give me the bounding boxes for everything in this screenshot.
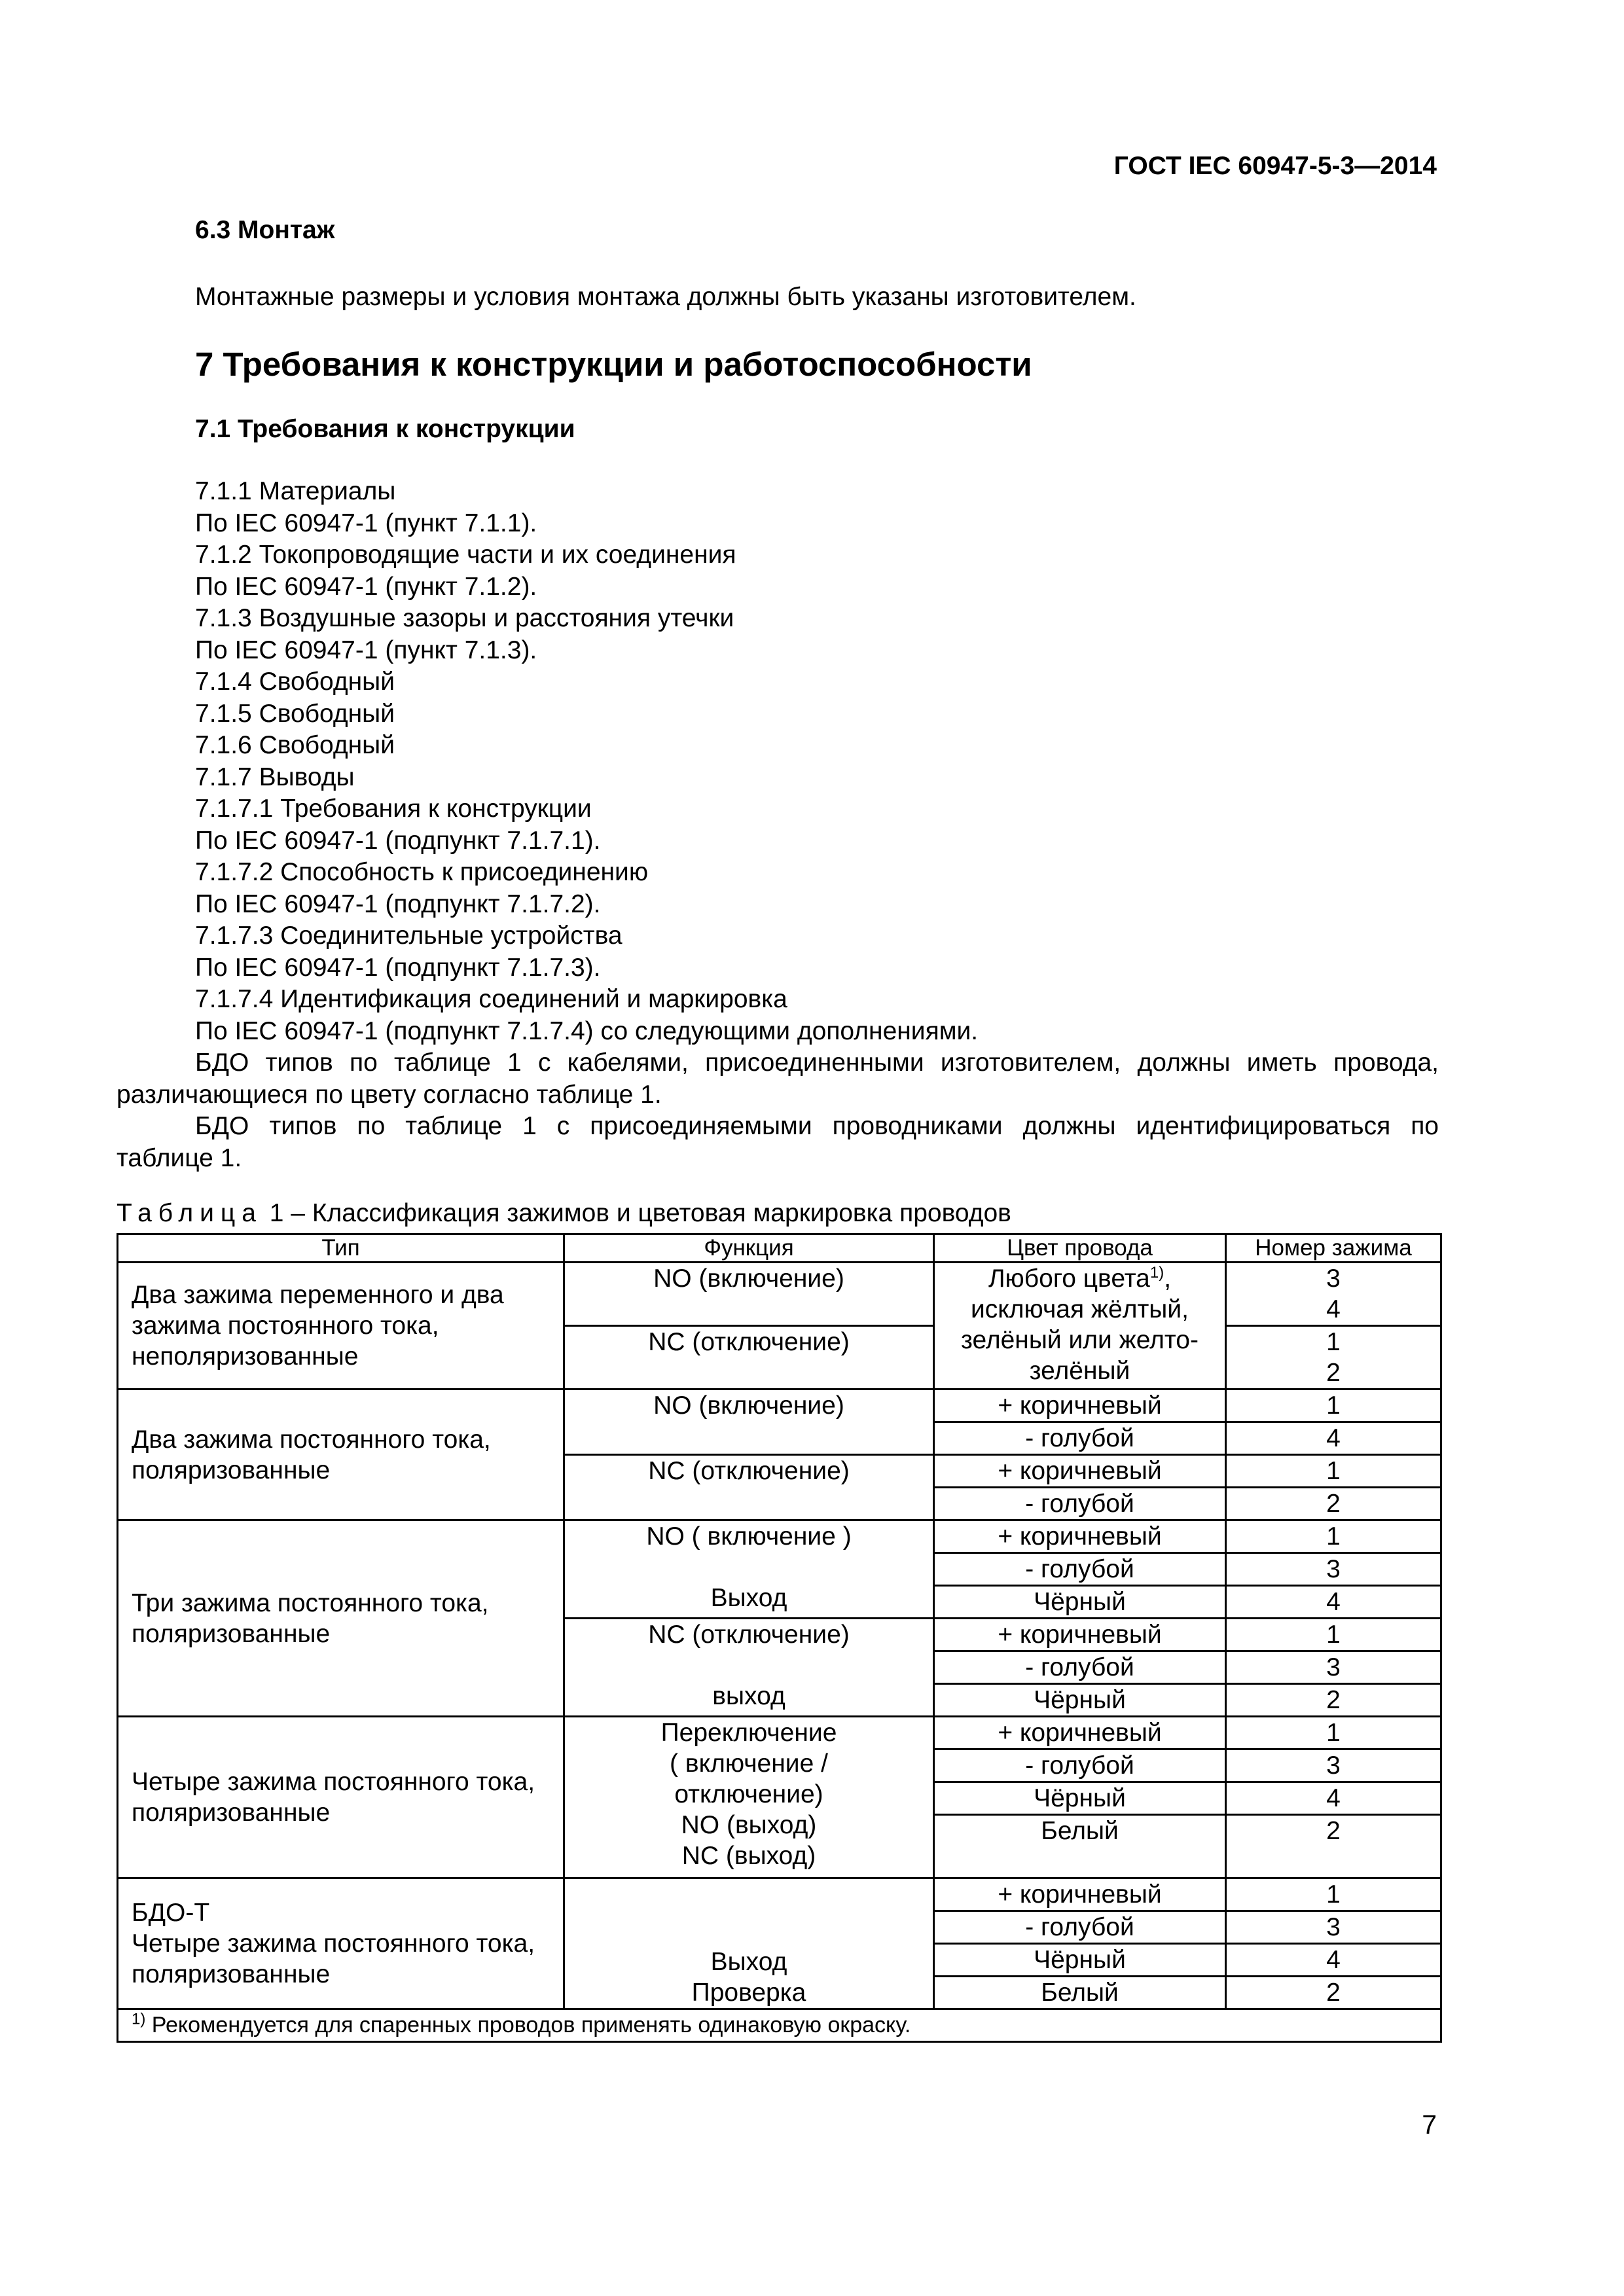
color-cell: - голубой [934,1651,1226,1684]
function-cell: NO (включение) [564,1263,934,1326]
color-cell: Белый [934,1815,1226,1878]
function-cell: NC (отключение) [564,1326,934,1390]
table-caption-word: Таблица [117,1199,262,1227]
terminal-number: 1 [1226,1717,1441,1749]
column-header: Цвет провода [934,1234,1226,1263]
table-footnote-row [118,2009,1441,2042]
section-7-heading: 7 Требования к конструкции и работоспособности [195,346,1032,383]
terminal-number: 1 [1226,1520,1441,1553]
color-cell: - голубой [934,1911,1226,1944]
terminal-number: 2 [1326,1359,1341,1387]
function-text: Выход [710,1584,787,1612]
column-header: Номер зажима [1226,1234,1441,1263]
color-cell: + коричневый [934,1878,1226,1911]
clause-line: По IEC 60947-1 (подпункт 7.1.7.3). [195,953,601,982]
function-text: Переключение [660,1719,837,1747]
color-cell [934,1263,1226,1390]
terminal-number: 2 [1226,1684,1441,1717]
function-cell [564,1619,934,1717]
terminal-number-cell [1226,1326,1441,1390]
function-text: Выход [710,1948,787,1976]
color-cell: Чёрный [934,1586,1226,1619]
function-cell [564,1520,934,1619]
clause-line: 7.1.2 Токопроводящие части и их соединения [195,541,736,569]
function-text: выход [712,1682,785,1710]
function-text: NC (отключение) [648,1621,850,1649]
color-text: Любого цвета [988,1265,1150,1293]
section-6-3-heading: 6.3 Монтаж [195,216,335,244]
terminal-number: 2 [1226,1815,1441,1878]
clause-line: По IEC 60947-1 (подпункт 7.1.7.1). [195,826,601,855]
function-cell [564,1717,934,1878]
color-cell: + коричневый [934,1520,1226,1553]
terminal-number-cell [1226,1263,1441,1326]
table-footnote [118,2009,1441,2042]
table-caption [117,1199,1011,1228]
table-row [118,1878,1441,1911]
footnote-text: Рекомендуется для спаренных проводов применять одинаковую окраску. [145,2013,911,2037]
color-cell: - голубой [934,1749,1226,1782]
terminal-number: 1 [1226,1619,1441,1651]
terminal-number: 1 [1226,1455,1441,1488]
type-cell: Три зажима постоянного тока, поляризованные [118,1520,564,1717]
document-header-id: ГОСТ IEC 60947-5-3—2014 [1113,152,1437,180]
color-cell: Белый [934,1977,1226,2009]
footnote-marker: 1) [132,2010,146,2028]
clause-line: 7.1.5 Свободный [195,699,395,728]
clause-line: 7.1.3 Воздушные зазоры и расстояния утечки [195,604,734,632]
table-row [118,1520,1441,1553]
clause-line: 7.1.7.3 Соединительные устройства [195,922,623,950]
paragraph-line: таблице 1. [117,1143,242,1172]
clause-line: По IEC 60947-1 (пункт 7.1.3). [195,636,537,664]
color-cell: + коричневый [934,1390,1226,1422]
terminal-number: 3 [1226,1651,1441,1684]
type-cell: Два зажима переменного и два зажима постоянного тока, неполяризованные [118,1263,564,1390]
type-cell: Четыре зажима постоянного тока, поляризованные [118,1717,564,1878]
clause-line: 7.1.6 Свободный [195,731,395,759]
terminal-classification-table [117,1233,1442,2043]
type-text: БДО-Т [132,1899,210,1927]
terminal-number: 3 [1226,1553,1441,1586]
terminal-number: 4 [1226,1782,1441,1815]
clause-line: По IEC 60947-1 (подпункт 7.1.7.2). [195,889,601,918]
function-cell: NC (отключение) [564,1455,934,1520]
table-row [118,1390,1441,1422]
column-header: Тип [118,1234,564,1263]
footnote-ref: 1) [1149,1264,1164,1282]
function-text: NC (выход) [681,1842,816,1870]
color-cell: Чёрный [934,1782,1226,1815]
type-cell [118,1878,564,2009]
terminal-number: 1 [1226,1878,1441,1911]
clause-line: 7.1.7.4 Идентификация соединений и маркировка [195,985,787,1013]
clause-line: 7.1.1 Материалы [195,477,396,505]
terminal-number: 2 [1226,1977,1441,2009]
terminal-number: 4 [1226,1586,1441,1619]
table-row [118,1263,1441,1326]
function-text: отключение) [674,1780,823,1808]
clause-line: 7.1.7.1 Требования к конструкции [195,795,592,823]
color-cell: - голубой [934,1422,1226,1455]
terminal-number: 3 [1326,1265,1341,1293]
section-7-1-clauses [195,476,978,1047]
paragraph-line: различающиеся по цвету согласно таблице 1. [117,1080,662,1109]
function-cell [564,1878,934,2009]
terminal-number: 4 [1326,1295,1341,1323]
color-cell: - голубой [934,1488,1226,1520]
clause-line: 7.1.7 Выводы [195,762,355,791]
section-6-3-text: Монтажные размеры и условия монтажа должны быть указаны изготовителем. [195,283,1136,311]
terminal-number: 3 [1226,1911,1441,1944]
terminal-number: 1 [1326,1328,1341,1356]
terminal-number: 2 [1226,1488,1441,1520]
color-cell: + коричневый [934,1619,1226,1651]
paragraph-cables [117,1047,1439,1111]
terminal-number: 4 [1226,1422,1441,1455]
table-row [118,1717,1441,1749]
paragraph-line: БДО типов по таблице 1 с присоединяемыми проводниками должны идентифицироваться по [195,1112,1439,1140]
paragraph-line: БДО типов по таблице 1 с кабелями, присоединенными изготовителем, должны иметь провода, [195,1049,1439,1077]
section-7-1-heading: 7.1 Требования к конструкции [195,415,575,443]
clause-line: По IEC 60947-1 (пункт 7.1.1). [195,509,537,537]
page-number: 7 [1422,2109,1437,2140]
color-cell: + коричневый [934,1717,1226,1749]
clause-line: 7.1.7.2 Способность к присоединению [195,858,649,886]
function-text: ( включение / [670,1749,828,1778]
color-cell: + коричневый [934,1455,1226,1488]
terminal-number: 3 [1226,1749,1441,1782]
type-cell: Два зажима постоянного тока, поляризованные [118,1390,564,1520]
color-text: , исключая жёлтый, зелёный или желто-зелёный [961,1265,1199,1385]
clause-line: По IEC 60947-1 (пункт 7.1.2). [195,572,537,601]
function-cell: NO (включение) [564,1390,934,1455]
column-header: Функция [564,1234,934,1263]
color-cell: Чёрный [934,1684,1226,1717]
terminal-number: 1 [1226,1390,1441,1422]
function-text: NO (выход) [681,1811,817,1839]
clause-line: По IEC 60947-1 (подпункт 7.1.7.4) со следующими дополнениями. [195,1016,979,1045]
type-text: Четыре зажима постоянного тока, поляризованные [132,1929,535,1988]
table-caption-text: 1 – Классификация зажимов и цветовая маркировка проводов [269,1199,1011,1227]
clause-line: 7.1.4 Свободный [195,668,395,696]
table-header-row [118,1234,1441,1263]
function-text: Проверка [691,1979,806,2007]
terminal-number: 4 [1226,1944,1441,1977]
color-cell: Чёрный [934,1944,1226,1977]
paragraph-conductors [117,1111,1439,1174]
color-cell: - голубой [934,1553,1226,1586]
function-text: NO ( включение ) [646,1522,852,1551]
